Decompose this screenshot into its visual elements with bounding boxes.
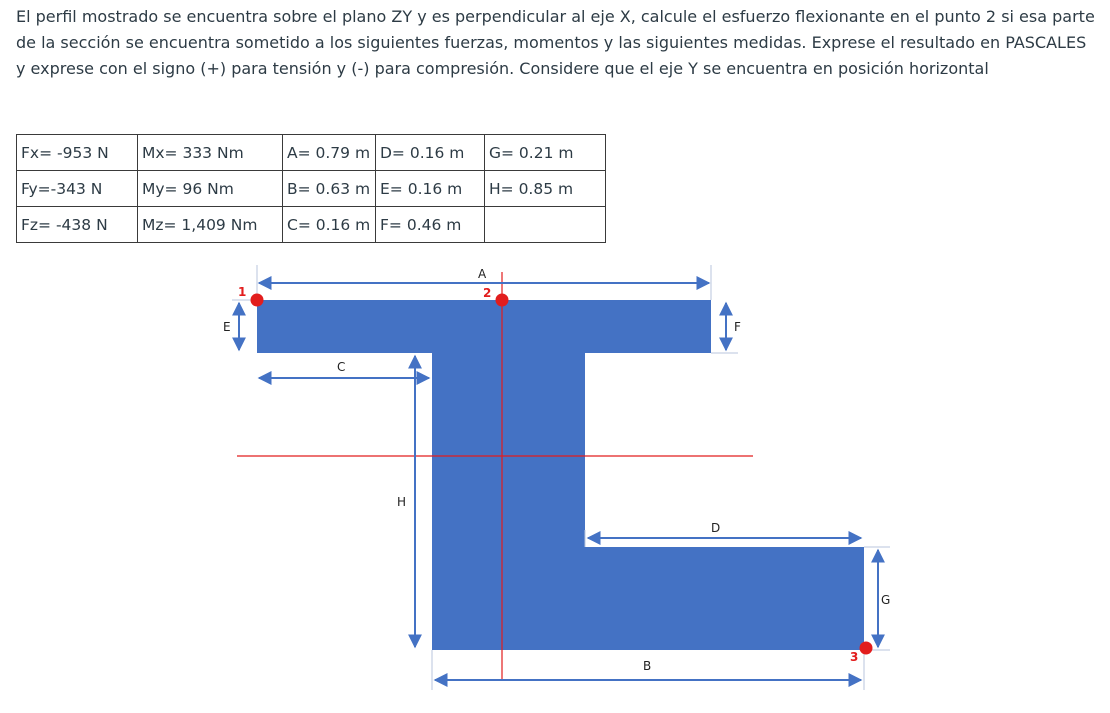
cross-section-shape <box>257 300 864 650</box>
table-cell: B= 0.63 m <box>283 171 376 207</box>
table-cell: C= 0.16 m <box>283 207 376 243</box>
dimension-H-label: H <box>397 495 407 509</box>
table-cell: H= 0.85 m <box>485 171 606 207</box>
point-2-marker <box>496 294 509 307</box>
dimension-F-label: F <box>734 320 741 334</box>
table-cell: Mz= 1,409 Nm <box>138 207 283 243</box>
table-cell: E= 0.16 m <box>376 171 485 207</box>
table-cell: F= 0.46 m <box>376 207 485 243</box>
dimension-D-label: D <box>711 521 721 535</box>
point-2-label: 2 <box>483 286 492 300</box>
point-1-label: 1 <box>238 285 247 299</box>
point-3-label: 3 <box>850 650 859 664</box>
table-cell: A= 0.79 m <box>283 135 376 171</box>
dimension-C-label: C <box>337 360 346 374</box>
dimension-G-label: G <box>881 593 891 607</box>
question-text: El perfil mostrado se encuentra sobre el plano ZY y es perpendicular al eje X, calcule el esfuerzo flexionante en el punto 2 si esa parte de la sección se encuentra sometido a los siguientes fuerzas, momentos y las siguientes medidas. Exprese el resultado en PASCALES y exprese con el signo (+) para tensión y (-) para compresión. Considere que el eje Y se encuentra en posición horizontal <box>16 7 1095 78</box>
point-3-marker <box>860 642 873 655</box>
dimension-A-label: A <box>478 267 487 281</box>
table-cell: Fz= -438 N <box>17 207 138 243</box>
table-cell: D= 0.16 m <box>376 135 485 171</box>
table-cell: My= 96 Nm <box>138 171 283 207</box>
dimension-E-label: E <box>223 320 231 334</box>
dimension-B-label: B <box>643 659 652 673</box>
table-cell: Fy=-343 N <box>17 171 138 207</box>
table-cell: Mx= 333 Nm <box>138 135 283 171</box>
table-cell: G= 0.21 m <box>485 135 606 171</box>
table-cell: Fx= -953 N <box>17 135 138 171</box>
point-1-marker <box>251 294 264 307</box>
